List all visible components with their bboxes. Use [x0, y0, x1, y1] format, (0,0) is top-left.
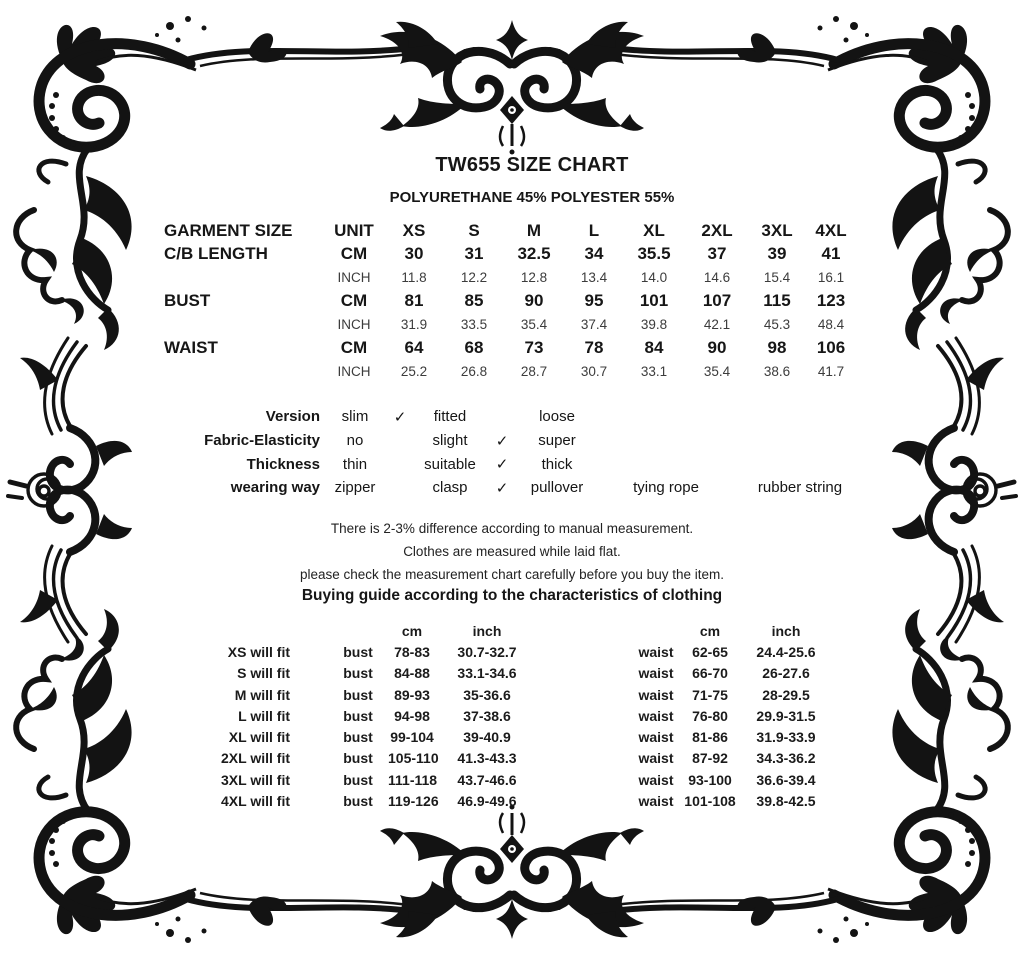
measurement-value: 25.2 [400, 364, 428, 380]
measurement-value: 106 [816, 338, 846, 358]
header [182, 152, 882, 206]
characteristic-option: slight [432, 432, 468, 450]
guide-row [190, 748, 850, 769]
measurement-value: 33.5 [460, 317, 488, 333]
guide-size-label: 3XL will fit [221, 771, 290, 788]
guide-waist-inch: 24.4-25.6 [756, 643, 816, 660]
note-line-1: There is 2-3% difference according to manual measurement. [330, 521, 694, 536]
measurement-value: 31.9 [400, 317, 428, 333]
guide-bust-inch: 39-40.9 [463, 729, 511, 746]
guide-bust-label: bust [343, 793, 373, 810]
measurement-value: 90 [707, 338, 727, 358]
measurement-notes [162, 517, 862, 586]
guide-row [190, 769, 850, 790]
measurement-value: 90 [524, 291, 544, 311]
measurement-value: 35.4 [520, 317, 548, 333]
measurement-value: 35.4 [703, 364, 731, 380]
guide-waist-cm: 93-100 [688, 771, 732, 788]
measurement-value: 39 [767, 244, 787, 264]
characteristic-row [162, 429, 872, 453]
guide-unit-header-row [190, 620, 850, 641]
measurement-value: 85 [464, 291, 484, 311]
guide-waist-inch: 34.3-36.2 [756, 750, 816, 767]
measurement-value: 39.8 [640, 317, 668, 333]
guide-waist-label: waist [638, 707, 674, 724]
guide-bust-label: bust [343, 771, 373, 788]
guide-waist-inch: 31.9-33.9 [756, 729, 816, 746]
measurement-value: 115 [763, 291, 791, 311]
column-header-garment-size: GARMENT SIZE [164, 220, 293, 240]
guide-bust-cm: 99-104 [390, 729, 434, 746]
measurement-value: 12.2 [460, 270, 488, 286]
characteristic-option: suitable [424, 455, 476, 473]
buying-guide-heading: Buying guide according to the characteristics of clothing [301, 587, 723, 604]
guide-row [190, 790, 850, 811]
characteristics-list [162, 405, 872, 500]
garment-size-table [162, 219, 872, 384]
measurement-row-cb-length-cm [162, 243, 872, 267]
characteristic-option: loose [539, 408, 575, 426]
guide-waist-cm: 62-65 [692, 643, 728, 660]
column-header-4xl: 4XL [815, 220, 847, 240]
measurement-value: 30 [404, 244, 424, 264]
column-header-m: M [526, 220, 542, 240]
measurement-row-waist-cm [162, 337, 872, 361]
column-header-3xl: 3XL [761, 220, 793, 240]
guide-size-label: M will fit [234, 686, 290, 703]
measurement-value: 16.1 [817, 270, 845, 286]
characteristic-label: wearing way [230, 479, 320, 497]
guide-bust-cm: 94-98 [394, 707, 430, 724]
measurement-value: 31 [464, 244, 484, 264]
measurement-value: 38.6 [763, 364, 791, 380]
guide-header-cm: cm [401, 622, 423, 639]
guide-size-label: XS will fit [227, 643, 290, 660]
guide-header-cm: cm [699, 622, 721, 639]
row-unit: CM [340, 291, 368, 311]
guide-bust-inch: 37-38.6 [463, 707, 511, 724]
measurement-value: 32.5 [517, 244, 551, 264]
measurement-value: 41 [821, 244, 841, 264]
guide-bust-inch: 43.7-46.6 [457, 771, 517, 788]
measurement-value: 14.0 [640, 270, 668, 286]
guide-bust-inch: 30.7-32.7 [457, 643, 517, 660]
characteristic-label: Fabric-Elasticity [204, 432, 320, 450]
measurement-value: 48.4 [817, 317, 845, 333]
guide-waist-inch: 28-29.5 [762, 686, 810, 703]
characteristic-option: thick [541, 455, 573, 473]
guide-bust-cm: 111-118 [388, 771, 438, 788]
guide-row [190, 684, 850, 705]
column-header-unit: UNIT [334, 220, 374, 240]
size-table-header-row [162, 219, 872, 243]
measurement-value: 101 [639, 291, 669, 311]
measurement-value: 95 [584, 291, 604, 311]
guide-waist-cm: 87-92 [692, 750, 728, 767]
characteristic-option: thin [342, 455, 368, 473]
characteristic-row [162, 405, 872, 429]
measurement-value: 41.7 [817, 364, 845, 380]
guide-waist-inch: 36.6-39.4 [756, 771, 816, 788]
guide-waist-cm: 66-70 [692, 665, 728, 682]
guide-waist-inch: 29.9-31.5 [756, 707, 816, 724]
note-line-3: please check the measurement chart carefully before you buy the item. [300, 567, 724, 582]
check-mark: ✓ [495, 479, 509, 497]
guide-waist-label: waist [638, 665, 674, 682]
guide-bust-cm: 78-83 [394, 643, 430, 660]
guide-waist-cm: 101-108 [684, 793, 736, 810]
check-mark: ✓ [495, 432, 509, 450]
guide-bust-label: bust [343, 707, 373, 724]
guide-waist-cm: 76-80 [692, 707, 728, 724]
guide-bust-inch: 46.9-49.6 [457, 793, 517, 810]
guide-header-inch: inch [771, 622, 801, 639]
guide-bust-inch: 35-36.6 [463, 686, 511, 703]
measurement-value: 33.1 [640, 364, 668, 380]
measurement-row-bust-inch [162, 313, 872, 337]
guide-bust-cm: 119-126 [388, 793, 439, 810]
characteristic-label: Version [265, 408, 320, 426]
measurement-value: 26.8 [460, 364, 488, 380]
guide-waist-label: waist [638, 686, 674, 703]
characteristic-option: pullover [530, 479, 584, 497]
guide-bust-inch: 33.1-34.6 [457, 665, 517, 682]
row-unit: CM [340, 244, 368, 264]
buying-guide-table [190, 620, 850, 812]
guide-waist-label: waist [638, 729, 674, 746]
measurement-value: 84 [644, 338, 664, 358]
guide-bust-label: bust [343, 750, 373, 767]
guide-bust-cm: 105-110 [388, 750, 439, 767]
characteristic-label: Thickness [246, 455, 320, 473]
guide-bust-cm: 84-88 [394, 665, 430, 682]
measurement-value: 14.6 [703, 270, 731, 286]
note-line-2: Clothes are measured while laid flat. [403, 544, 621, 559]
column-header-xs: XS [402, 220, 426, 240]
measurement-row-cb-length-inch [162, 266, 872, 290]
measurement-value: 45.3 [763, 317, 791, 333]
guide-waist-cm: 71-75 [692, 686, 728, 703]
guide-bust-cm: 89-93 [394, 686, 430, 703]
guide-waist-label: waist [638, 750, 674, 767]
row-label: C/B LENGTH [164, 244, 268, 264]
guide-bust-label: bust [343, 686, 373, 703]
measurement-value: 78 [584, 338, 604, 358]
guide-waist-inch: 26-27.6 [762, 665, 810, 682]
row-unit: INCH [337, 317, 371, 333]
characteristic-option: fitted [433, 408, 467, 426]
guide-waist-label: waist [638, 793, 674, 810]
measurement-value: 28.7 [520, 364, 548, 380]
guide-bust-inch: 41.3-43.3 [457, 750, 517, 767]
column-header-2xl: 2XL [701, 220, 733, 240]
page-title: TW655 SIZE CHART [435, 154, 629, 176]
row-label: BUST [164, 291, 211, 311]
row-unit: INCH [337, 364, 371, 380]
column-header-s: S [468, 220, 480, 240]
guide-bust-label: bust [343, 643, 373, 660]
guide-waist-cm: 81-86 [692, 729, 728, 746]
column-header-xl: XL [643, 220, 665, 240]
characteristic-row [162, 452, 872, 476]
characteristic-option: rubber string [757, 479, 843, 497]
guide-size-label: S will fit [237, 665, 290, 682]
measurement-row-waist-inch [162, 360, 872, 384]
fabric-composition: POLYURETHANE 45% POLYESTER 55% [389, 189, 675, 206]
guide-waist-label: waist [638, 771, 674, 788]
measurement-value: 37 [707, 244, 727, 264]
characteristic-option: zipper [334, 479, 376, 497]
guide-row [190, 641, 850, 662]
measurement-value: 30.7 [580, 364, 608, 380]
guide-bust-label: bust [343, 729, 373, 746]
characteristic-option: clasp [432, 479, 468, 497]
row-unit: INCH [337, 270, 371, 286]
guide-bust-label: bust [343, 665, 373, 682]
measurement-value: 12.8 [520, 270, 548, 286]
check-mark: ✓ [393, 408, 407, 426]
guide-row [190, 705, 850, 726]
check-mark: ✓ [495, 456, 509, 474]
guide-size-label: XL will fit [228, 729, 290, 746]
measurement-value: 123 [816, 291, 846, 311]
guide-header-inch: inch [472, 622, 502, 639]
guide-waist-inch: 39.8-42.5 [756, 793, 816, 810]
characteristic-option: super [538, 432, 576, 450]
measurement-value: 107 [702, 291, 732, 311]
measurement-value: 13.4 [580, 270, 608, 286]
measurement-row-bust-cm [162, 290, 872, 314]
measurement-value: 73 [524, 338, 544, 358]
row-unit: CM [340, 338, 368, 358]
guide-waist-label: waist [638, 643, 674, 660]
measurement-value: 81 [404, 291, 424, 311]
characteristic-option: no [346, 432, 364, 450]
row-label: WAIST [164, 338, 218, 358]
guide-row [190, 663, 850, 684]
guide-size-label: 2XL will fit [221, 750, 290, 767]
guide-size-label: L will fit [238, 707, 290, 724]
column-header-l: L [588, 220, 600, 240]
measurement-value: 98 [767, 338, 787, 358]
characteristic-option: tying rope [633, 479, 699, 497]
measurement-value: 35.5 [637, 244, 671, 264]
measurement-value: 15.4 [763, 270, 791, 286]
measurement-value: 37.4 [580, 317, 608, 333]
measurement-value: 42.1 [703, 317, 731, 333]
guide-size-label: 4XL will fit [221, 793, 290, 810]
characteristic-option: slim [341, 408, 369, 426]
measurement-value: 34 [584, 244, 604, 264]
measurement-value: 11.8 [401, 270, 427, 286]
measurement-value: 64 [404, 338, 424, 358]
characteristic-row [162, 476, 872, 500]
guide-row [190, 726, 850, 747]
measurement-value: 68 [464, 338, 484, 358]
